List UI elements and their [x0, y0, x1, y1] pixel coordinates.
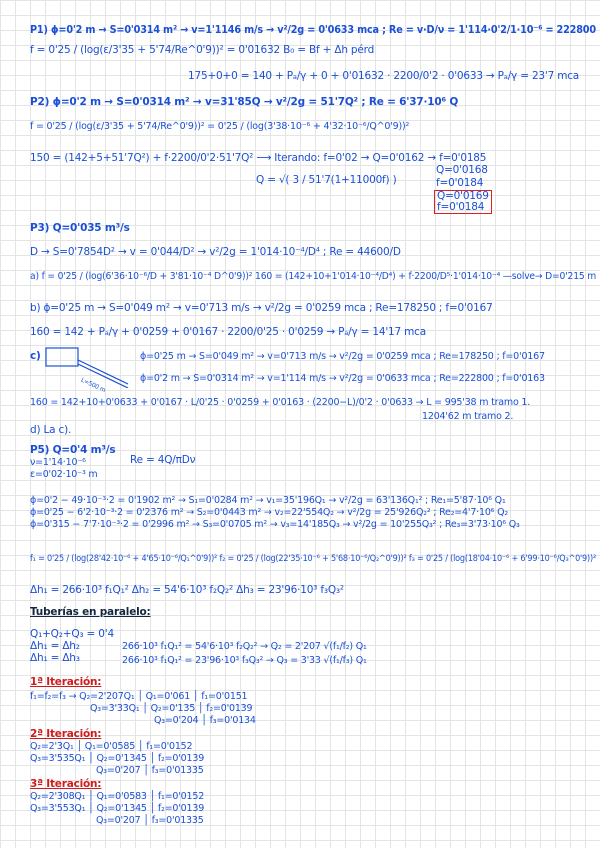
iter3-row-2: Q₃=3'553Q₁ │ Q₂=0'1345 │ f₂=0'0139: [30, 803, 205, 814]
p1-line-2: f = 0'25 / (log(ε/3'35 + 5'74/Re^0'9))² = 0'01632 B₀ = Bf + Δh pérd: [30, 44, 375, 56]
p5-headloss-line: Δh₁ = 266·10³ f₁Q₁² Δh₂ = 54'6·10³ f₂Q₂² Δh₃ = 23'96·10³ f₃Q₃²: [30, 584, 344, 596]
iteration-2-title: 2ª Iteración:: [30, 728, 102, 740]
p5-nu: ν=1'14·10⁻⁶: [30, 457, 86, 468]
p1-line-1: P1) ϕ=0'2 m → S=0'0314 m² → v=1'1146 m/s → v²/2g = 0'0633 mca ; Re = v·D/ν = 1'114·0'2/1·10⁻⁶ = 222800: [30, 24, 596, 36]
iter-f2: f=0'0184: [437, 201, 485, 213]
iter1-row-1: f₁=f₂=f₃ → Q₂=2'207Q₁ │ Q₁=0'061 │ f₁=0'0151: [30, 691, 248, 702]
tank-shape: [46, 348, 78, 366]
p3-line-4: b) ϕ=0'25 m → S=0'049 m² → v=0'713 m/s → v²/2g = 0'0259 mca ; Re=178250 ; f=0'0167: [30, 302, 493, 314]
pipe-length-label: L=500 m: [79, 376, 107, 395]
iteration-1-title: 1ª Iteración:: [30, 676, 102, 688]
parallel-sol-1: 266·10³ f₁Q₁² = 54'6·10³ f₂Q₂² → Q₂ = 2'207 √(f₁/f₂) Q₁: [122, 641, 367, 652]
parallel-eq-2: Δh₁ = Δh₂: [30, 640, 80, 652]
p5-eps: ε=0'02·10⁻³ m: [30, 469, 98, 480]
p3-line-2: D → S=0'7854D² → v = 0'044/D² → v²/2g = 1'014·10⁻⁴/D⁴ ; Re = 44600/D: [30, 246, 401, 258]
p3-d-line: d) La c).: [30, 424, 72, 436]
p2-line-2: f = 0'25 / (log(ε/3'35 + 5'74/Re^0'9))² = 0'25 / (log(3'38·10⁻⁶ + 4'32·10⁻⁶/Q^0'9))²: [30, 121, 410, 132]
parallel-title: Tuberías en paralelo:: [30, 606, 151, 618]
p5-friction-line: f₁ = 0'25 / (log(28'42·10⁻⁶ + 4'65·10⁻⁶/Q₁^0'9))² f₂ = 0'25 / (log(22'35·10⁻⁶ + 5'68·10⁻⁶/Q₂^0'9))² f₃ = 0'25 / (log(18'04·10⁻⁶ + 6'99·10⁻⁶/Q₃^0'9))²: [30, 553, 597, 563]
p1-line-3: 175+0+0 = 140 + Pₐ/γ + 0 + 0'01632 · 2200/0'2 · 0'0633 → Pₐ/γ = 23'7 mca: [188, 70, 580, 82]
parallel-eq-3: Δh₁ = Δh₃: [30, 652, 80, 664]
iter-q2: Q=0'0169: [437, 190, 489, 202]
p3-line-5: 160 = 142 + Pₐ/γ + 0'0259 + 0'0167 · 2200/0'25 · 0'0259 → Pₐ/γ = 14'17 mca: [30, 326, 426, 338]
iter-result-box: [434, 190, 492, 214]
p5-pipe-3: ϕ=0'315 − 7'7·10⁻³·2 = 0'2996 m² → S₃=0'0705 m² → v₃=14'185Q₃ → v²/2g = 10'255Q₃² ; Re₃=3'73·10⁶ Q₃: [30, 519, 520, 530]
iter2-row-2: Q₃=3'535Q₁ │ Q₂=0'1345 │ f₂=0'0139: [30, 753, 205, 764]
p5-pipe-2: ϕ=0'25 − 6'2·10⁻³·2 = 0'2376 m² → S₂=0'0443 m² → v₂=22'554Q₂ → v²/2g = 25'926Q₂² ; Re₂=4'7·10⁶ Q₂: [30, 507, 508, 518]
iter2-row-3: Q₃=0'207 │ f₃=0'01335: [96, 765, 204, 776]
iter3-row-3: Q₃=0'207 │ f₃=0'01335: [96, 815, 204, 826]
p2-line-1: P2) ϕ=0'2 m → S=0'0314 m² → v=31'85Q → v²/2g = 51'7Q² ; Re = 6'37·10⁶ Q: [30, 96, 459, 108]
p3-line-1: P3) Q=0'035 m³/s: [30, 222, 130, 234]
iteration-3-title: 3ª Iteración:: [30, 778, 102, 790]
p5-pipe-1: ϕ=0'2 − 49·10⁻³·2 = 0'1902 m² → S₁=0'0284 m² → v₁=35'196Q₁ → v²/2g = 63'136Q₁² ; Re₁=5'87·10⁶ Q₁: [30, 495, 506, 506]
iter1-row-2: Q₃=3'33Q₁ │ Q₂=0'135 │ f₂=0'0139: [90, 703, 253, 714]
iter1-row-3: Q₃=0'204 │ f₃=0'0134: [154, 715, 256, 726]
iter3-row-1: Q₂=2'308Q₁ │ Q₁=0'0583 │ f₁=0'0152: [30, 791, 205, 802]
p5-re-formula: Re = 4Q/πDν: [130, 454, 196, 466]
iter-q1: Q=0'0168: [436, 164, 488, 176]
p3-c-label: c): [30, 350, 41, 362]
p3-c-line-2: ϕ=0'2 m → S=0'0314 m² → v=1'114 m/s → v²/2g = 0'0633 mca ; Re=222800 ; f=0'0163: [140, 373, 545, 384]
p3-c-line-4: 1204'62 m tramo 2.: [422, 411, 514, 422]
iter-f1: f=0'0184: [436, 177, 484, 189]
parallel-eq-1: Q₁+Q₂+Q₃ = 0'4: [30, 628, 114, 640]
p2-line-3: 150 = (142+5+51'7Q²) + f·2200/0'2·51'7Q² ⟶ Iterando: f=0'02 → Q=0'0162 → f=0'0185: [30, 152, 487, 164]
iter2-row-1: Q₂=2'3Q₁ │ Q₁=0'0585 │ f₁=0'0152: [30, 741, 193, 752]
p3-c-line-3: 160 = 142+10+0'0633 + 0'0167 · L/0'25 · 0'0259 + 0'0163 · (2200−L)/0'2 · 0'0633 → L = 995'38 m tramo 1.: [30, 397, 531, 408]
parallel-sol-2: 266·10³ f₁Q₁² = 23'96·10³ f₃Q₃² → Q₃ = 3'33 √(f₁/f₃) Q₁: [122, 655, 367, 666]
p2-line-4: Q = √( 3 / 51'7(1+11000f) ): [256, 174, 397, 186]
p5-line-1: P5) Q=0'4 m³/s: [30, 444, 116, 456]
p3-c-line-1: ϕ=0'25 m → S=0'049 m² → v=0'713 m/s → v²/2g = 0'0259 mca ; Re=178250 ; f=0'0167: [140, 351, 545, 362]
p3-line-3: a) f = 0'25 / (log(6'36·10⁻⁶/D + 3'81·10⁻⁴ D^0'9))² 160 = (142+10+1'014·10⁻⁴/D⁴) + f·2200/D⁵·1'014·10⁻⁴ —solve→ D=0'215 m: [30, 271, 597, 282]
